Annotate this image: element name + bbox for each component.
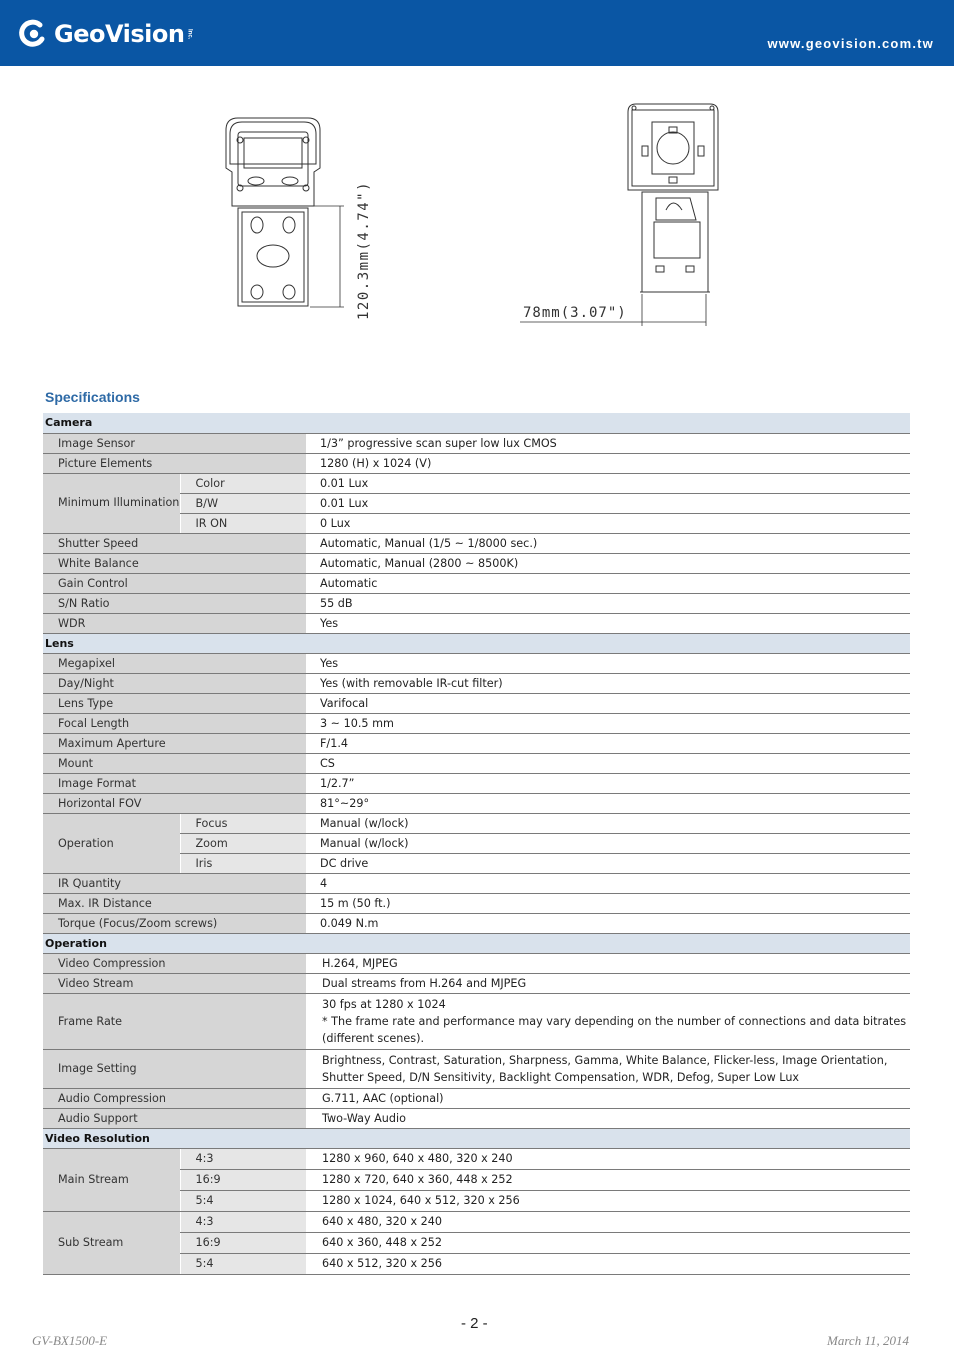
spec-sublabel: 5:4 bbox=[180, 1190, 306, 1211]
spec-value: Brightness, Contrast, Saturation, Sharpness, Gamma, White Balance, Flicker-less, Image Orientation, Shutter Speed, D/N Sensitivity, Backlight Compensation, WDR, Defog, Super Low Lux bbox=[306, 1049, 910, 1088]
spec-value: 1280 (H) x 1024 (V) bbox=[306, 453, 910, 473]
spec-label: White Balance bbox=[43, 553, 306, 573]
spec-label: Minimum Illumination bbox=[43, 473, 180, 533]
table-row bbox=[43, 793, 910, 813]
spec-value: 15 m (50 ft.) bbox=[306, 893, 910, 913]
table-row bbox=[43, 693, 910, 713]
spec-value: Varifocal bbox=[306, 693, 910, 713]
spec-label: Image Setting bbox=[43, 1049, 306, 1088]
spec-label: Picture Elements bbox=[43, 453, 306, 473]
spec-label: S/N Ratio bbox=[43, 593, 306, 613]
spec-sublabel: 5:4 bbox=[180, 1253, 306, 1274]
spec-label: Day/Night bbox=[43, 673, 306, 693]
spec-sublabel: Focus bbox=[180, 813, 306, 833]
table-row bbox=[43, 1211, 910, 1232]
spec-value: CS bbox=[306, 753, 910, 773]
height-dimension-label: 120.3mm(4.74") bbox=[356, 180, 372, 320]
section-heading: Video Resolution bbox=[43, 1128, 910, 1148]
spec-label: Image Format bbox=[43, 773, 306, 793]
spec-value: 0.049 N.m bbox=[306, 913, 910, 933]
spec-value: Yes (with removable IR-cut filter) bbox=[306, 673, 910, 693]
table-row bbox=[43, 733, 910, 753]
table-row bbox=[43, 533, 910, 553]
table-row bbox=[43, 873, 910, 893]
spec-label: Image Sensor bbox=[43, 433, 306, 453]
spec-value: Two-Way Audio bbox=[306, 1108, 910, 1128]
section-heading: Lens bbox=[43, 633, 910, 653]
spec-sublabel: IR ON bbox=[180, 513, 306, 533]
table-row bbox=[43, 1108, 910, 1128]
spec-value bbox=[306, 993, 910, 1049]
spec-value: 0.01 Lux bbox=[306, 473, 910, 493]
spec-sublabel: 4:3 bbox=[180, 1211, 306, 1232]
spec-label: Horizontal FOV bbox=[43, 793, 306, 813]
table-row bbox=[43, 753, 910, 773]
spec-label: Gain Control bbox=[43, 573, 306, 593]
page-header bbox=[0, 0, 954, 66]
spec-label: Audio Support bbox=[43, 1108, 306, 1128]
spec-value: 1/3” progressive scan super low lux CMOS bbox=[306, 433, 910, 453]
table-row bbox=[43, 713, 910, 733]
spec-value: 81°~29° bbox=[306, 793, 910, 813]
spec-value: 1/2.7” bbox=[306, 773, 910, 793]
spec-value: 0.01 Lux bbox=[306, 493, 910, 513]
website-url[interactable]: www.geovision.com.tw bbox=[767, 36, 934, 51]
table-row bbox=[43, 673, 910, 693]
geovision-logo-icon bbox=[18, 19, 48, 49]
spec-value: 640 x 360, 448 x 252 bbox=[306, 1232, 910, 1253]
spec-value: Automatic, Manual (2800 ~ 8500K) bbox=[306, 553, 910, 573]
spec-label: Main Stream bbox=[43, 1148, 180, 1211]
spec-value: Manual (w/lock) bbox=[306, 813, 910, 833]
spec-label: Operation bbox=[43, 813, 180, 873]
spec-label: Frame Rate bbox=[43, 993, 306, 1049]
table-row bbox=[43, 953, 910, 973]
brand-name: GeoVision bbox=[54, 20, 185, 48]
spec-value: 4 bbox=[306, 873, 910, 893]
spec-value: 1280 x 720, 640 x 360, 448 x 252 bbox=[306, 1169, 910, 1190]
table-row bbox=[43, 813, 910, 833]
spec-label: Video Compression bbox=[43, 953, 306, 973]
spec-label: Torque (Focus/Zoom screws) bbox=[43, 913, 306, 933]
footer-model: GV-BX1500-E bbox=[32, 1333, 108, 1348]
spec-value: 640 x 512, 320 x 256 bbox=[306, 1253, 910, 1274]
spec-value: 1280 x 1024, 640 x 512, 320 x 256 bbox=[306, 1190, 910, 1211]
spec-label: Audio Compression bbox=[43, 1088, 306, 1108]
page-number: - 2 - bbox=[461, 1315, 488, 1332]
spec-label: Megapixel bbox=[43, 653, 306, 673]
spec-label: Lens Type bbox=[43, 693, 306, 713]
table-row bbox=[43, 773, 910, 793]
spec-value: DC drive bbox=[306, 853, 910, 873]
spec-sublabel: 16:9 bbox=[180, 1169, 306, 1190]
spec-value: Dual streams from H.264 and MJPEG bbox=[306, 973, 910, 993]
spec-sublabel: 16:9 bbox=[180, 1232, 306, 1253]
table-row bbox=[43, 473, 910, 493]
spec-label: IR Quantity bbox=[43, 873, 306, 893]
frame-rate-line-1: 30 fps at 1280 x 1024 bbox=[322, 997, 446, 1011]
table-row bbox=[43, 893, 910, 913]
table-row bbox=[43, 553, 910, 573]
spec-label: Maximum Aperture bbox=[43, 733, 306, 753]
side-view-drawing bbox=[520, 104, 718, 326]
table-row bbox=[43, 993, 910, 1049]
spec-label: Video Stream bbox=[43, 973, 306, 993]
spec-value: G.711, AAC (optional) bbox=[306, 1088, 910, 1108]
spec-label: Max. IR Distance bbox=[43, 893, 306, 913]
spec-sublabel: Color bbox=[180, 473, 306, 493]
spec-value: Yes bbox=[306, 653, 910, 673]
spec-value: Automatic, Manual (1/5 ~ 1/8000 sec.) bbox=[306, 533, 910, 553]
section-row-video-resolution bbox=[43, 1128, 910, 1148]
spec-value: F/1.4 bbox=[306, 733, 910, 753]
brand-inc: Inc. bbox=[186, 28, 193, 40]
footer-date: March 11, 2014 bbox=[827, 1333, 909, 1348]
spec-value: 1280 x 960, 640 x 480, 320 x 240 bbox=[306, 1148, 910, 1169]
spec-sublabel: Iris bbox=[180, 853, 306, 873]
geovision-logo bbox=[18, 14, 192, 54]
spec-value: H.264, MJPEG bbox=[306, 953, 910, 973]
table-row bbox=[43, 433, 910, 453]
spec-value: 640 x 480, 320 x 240 bbox=[306, 1211, 910, 1232]
width-dimension-label: 78mm(3.07") bbox=[523, 305, 627, 321]
section-heading: Operation bbox=[43, 933, 910, 953]
spec-label: Shutter Speed bbox=[43, 533, 306, 553]
spec-sublabel: 4:3 bbox=[180, 1148, 306, 1169]
spec-value: 55 dB bbox=[306, 593, 910, 613]
spec-label: Focal Length bbox=[43, 713, 306, 733]
section-heading: Camera bbox=[43, 413, 910, 433]
table-row bbox=[43, 593, 910, 613]
spec-value: 0 Lux bbox=[306, 513, 910, 533]
section-row-camera bbox=[43, 413, 910, 433]
specifications-heading: Specifications bbox=[45, 389, 140, 405]
table-row bbox=[43, 573, 910, 593]
spec-label: Sub Stream bbox=[43, 1211, 180, 1274]
table-row bbox=[43, 653, 910, 673]
spec-label: WDR bbox=[43, 613, 306, 633]
section-row-lens bbox=[43, 633, 910, 653]
table-row bbox=[43, 613, 910, 633]
frame-rate-line-2: * The frame rate and performance may vary depending on the number of connections and data bitrates (different scenes). bbox=[322, 1014, 907, 1045]
spec-value: Manual (w/lock) bbox=[306, 833, 910, 853]
table-row bbox=[43, 1148, 910, 1169]
spec-value: 3 ~ 10.5 mm bbox=[306, 713, 910, 733]
table-row bbox=[43, 973, 910, 993]
spec-label: Mount bbox=[43, 753, 306, 773]
dimension-drawings bbox=[0, 90, 954, 340]
spec-sublabel: Zoom bbox=[180, 833, 306, 853]
specifications-table bbox=[43, 413, 910, 1275]
table-row bbox=[43, 1088, 910, 1108]
spec-sublabel: B/W bbox=[180, 493, 306, 513]
section-row-operation bbox=[43, 933, 910, 953]
spec-value: Automatic bbox=[306, 573, 910, 593]
table-row bbox=[43, 913, 910, 933]
spec-value: Yes bbox=[306, 613, 910, 633]
table-row bbox=[43, 453, 910, 473]
front-view-drawing bbox=[226, 118, 344, 307]
table-row bbox=[43, 1049, 910, 1088]
